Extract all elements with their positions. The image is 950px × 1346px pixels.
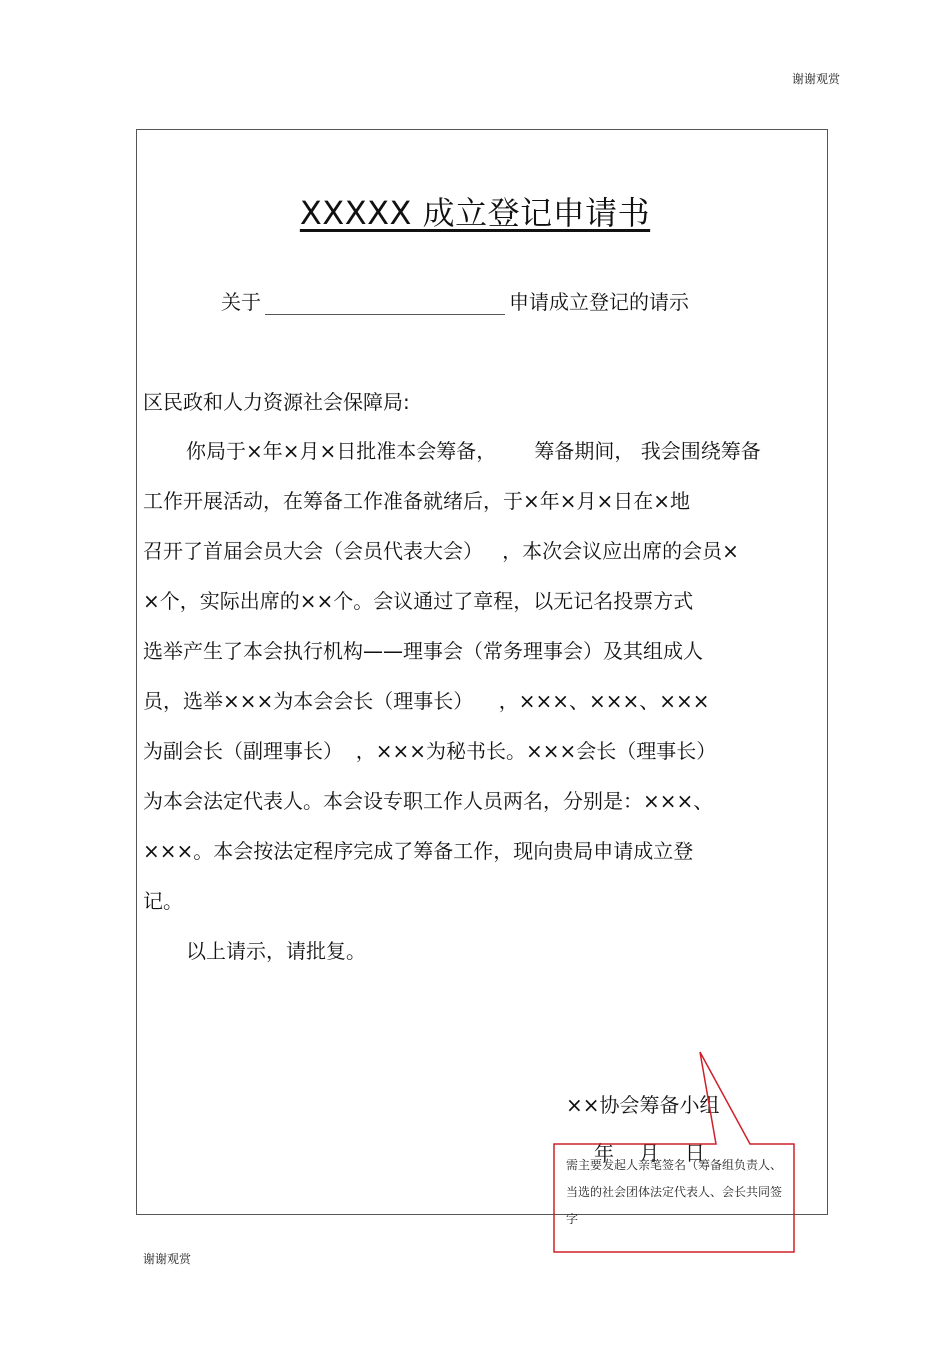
closing-text: 以上请示，请批复。 — [186, 939, 366, 963]
subject-line — [221, 286, 689, 315]
body-line: 为副会长（副理事长） ，×××为秘书长。×××会长（理事长） — [143, 739, 717, 763]
subject-suffix: 申请成立登记的请示 — [509, 290, 689, 314]
body-line: 你局于×年×月×日批准本会筹备， 筹备期间， 我会围绕筹备 — [186, 439, 761, 463]
addressee: 区民政和人力资源社会保障局: — [143, 390, 410, 414]
signature-date: 年 月 日 — [594, 1141, 705, 1165]
callout-note: 需主要发起人亲笔签名（筹备组负责人、当选的社会团体法定代表人、会长共同签字 — [566, 1158, 783, 1226]
body-line: 员，选举×××为本会会长（理事长） ，×××、×××、××× — [143, 689, 710, 713]
body-line: ×个，实际出席的××个。会议通过了章程，以无记名投票方式 — [143, 589, 694, 613]
body-line: 选举产生了本会执行机构——理事会（常务理事会）及其组成人 — [143, 639, 703, 663]
body-line: 工作开展活动，在筹备工作准备就绪后，于×年×月×日在×地 — [143, 489, 691, 513]
document-title — [0, 188, 950, 234]
body-line: 记。 — [143, 889, 183, 913]
body-line: ×××。本会按法定程序完成了筹备工作，现向贵局申请成立登 — [143, 839, 694, 863]
document-title-text: XXXXX 成立登记申请书 — [299, 194, 651, 232]
page-footer: 谢谢观赏 — [143, 1252, 192, 1266]
page-header: 谢谢观赏 — [791, 72, 840, 86]
body-line: 为本会法定代表人。本会设专职工作人员两名，分别是：×××、 — [143, 789, 714, 813]
subject-prefix: 关于 — [221, 290, 261, 314]
subject-blank-field — [265, 292, 505, 315]
signature-org: ××协会筹备小组 — [566, 1093, 720, 1117]
body-line: 召开了首届会员大会（会员代表大会） ，本次会议应出席的会员× — [143, 539, 739, 563]
